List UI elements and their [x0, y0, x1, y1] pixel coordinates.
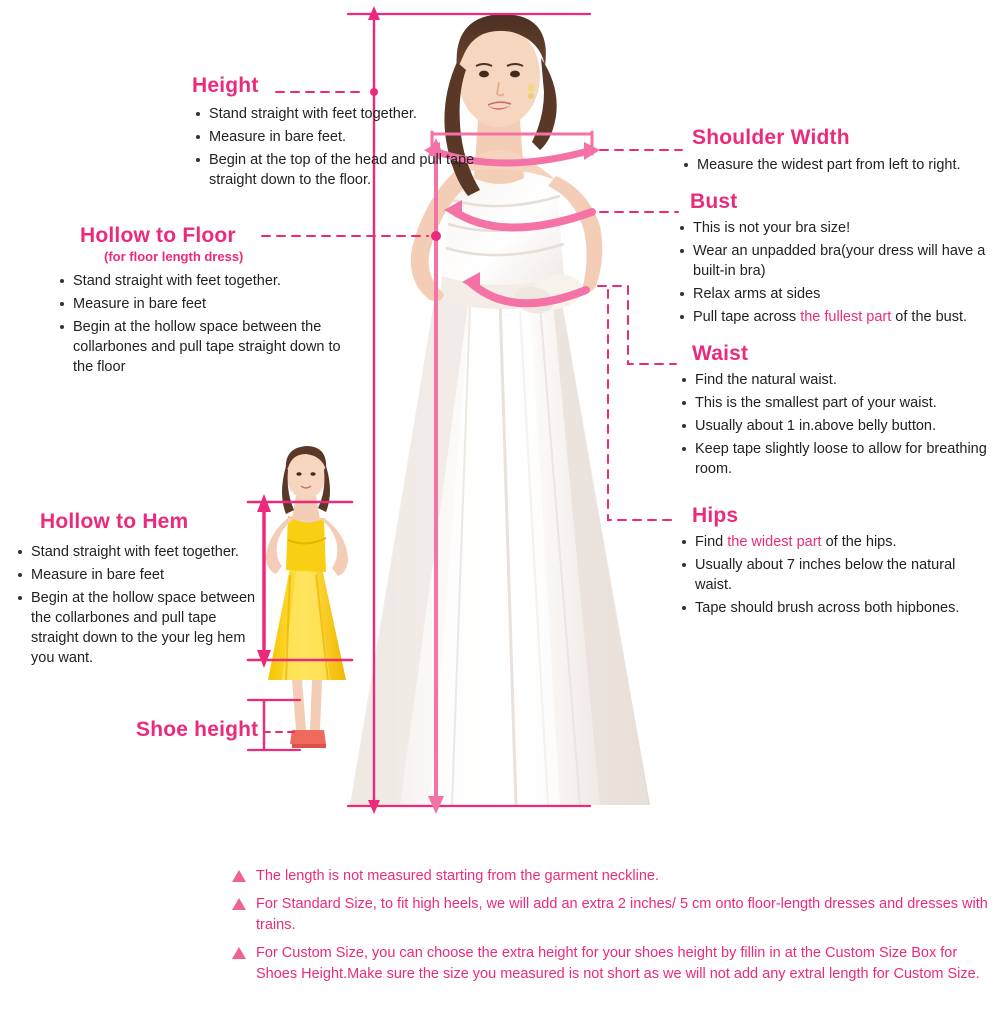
model-short-figure: [266, 446, 348, 748]
note-item: [232, 894, 992, 936]
note-text: The length is not measured starting from the garment neckline.: [256, 868, 659, 884]
list-item: Keep tape slightly loose to allow for breathing room.: [678, 439, 992, 479]
note-item: [232, 866, 992, 887]
section-height-heading: Height: [192, 74, 259, 97]
list-item: Stand straight with feet together.: [14, 542, 264, 562]
section-shoe-height: [136, 718, 258, 742]
section-shoulder-width: [692, 126, 992, 178]
list-item: Begin at the hollow space between the collarbones and pull tape straight down to the floor: [56, 317, 364, 377]
section-hollow-to-floor: [44, 224, 364, 380]
list-item-bust-fullest: Pull tape across the fullest part of the bust.: [676, 307, 996, 327]
section-bust-heading: Bust: [690, 190, 738, 213]
section-waist-list: [678, 370, 992, 479]
section-hips-list: [678, 532, 992, 618]
section-hips: [692, 504, 992, 621]
section-hollow-to-hem-list: [14, 542, 264, 668]
section-hollow-to-floor-list: [44, 271, 364, 377]
section-waist-heading: Waist: [692, 342, 749, 365]
list-item: Find the natural waist.: [678, 370, 992, 390]
emphasis-widest-part: the widest part: [727, 534, 822, 550]
list-item: Measure in bare feet: [56, 294, 364, 314]
list-item: Begin at the top of the head and pull tape straight down to the floor.: [192, 150, 522, 190]
list-item: Usually about 1 in.above belly button.: [678, 416, 992, 436]
list-item-hips-widest: Find the widest part of the hips.: [678, 532, 992, 552]
list-item: Measure the widest part from left to right.: [680, 155, 992, 175]
triangle-bullet-icon: [232, 947, 246, 959]
section-height: [192, 74, 522, 193]
list-item: Measure in bare feet: [14, 565, 264, 585]
list-item: Wear an unpadded bra(your dress will have a built-in bra): [676, 241, 996, 281]
note-item: [232, 943, 992, 985]
list-item: Usually about 7 inches below the natural waist.: [678, 555, 992, 595]
list-item: Stand straight with feet together.: [192, 104, 522, 124]
triangle-bullet-icon: [232, 898, 246, 910]
section-bust-list: [676, 218, 996, 327]
section-height-list: [192, 104, 522, 190]
section-hips-heading: Hips: [692, 504, 739, 527]
note-text: For Standard Size, to fit high heels, we will add an extra 2 inches/ 5 cm onto floor-length dresses and dresses with trains.: [256, 896, 988, 933]
section-waist: [692, 342, 992, 482]
list-item: Measure in bare feet.: [192, 127, 522, 147]
section-shoe-height-heading: Shoe height: [136, 718, 259, 741]
section-hollow-to-hem-heading: Hollow to Hem: [40, 510, 189, 533]
list-item: This is the smallest part of your waist.: [678, 393, 992, 413]
emphasis-fullest-part: the fullest part: [800, 309, 892, 325]
section-hollow-to-floor-subheading: (for floor length dress): [104, 249, 244, 264]
triangle-bullet-icon: [232, 870, 246, 882]
list-item: Tape should brush across both hipbones.: [678, 598, 992, 618]
section-hollow-to-floor-heading: Hollow to Floor: [80, 224, 236, 247]
section-shoulder-width-list: [680, 155, 992, 175]
footer-notes: [232, 866, 992, 992]
section-shoulder-width-heading: Shoulder Width: [692, 126, 850, 149]
list-item: This is not your bra size!: [676, 218, 996, 238]
section-bust: [690, 190, 996, 330]
list-item: Relax arms at sides: [676, 284, 996, 304]
section-hollow-to-hem: [14, 510, 264, 671]
guide-hips: [608, 290, 676, 520]
list-item: Begin at the hollow space between the collarbones and pull tape straight down to the your leg hem you want.: [14, 588, 264, 668]
list-item: Stand straight with feet together.: [56, 271, 364, 291]
note-text: For Custom Size, you can choose the extra height for your shoes height by fillin in at the Custom Size Box for Shoes Height.Make sure the size you measured is not short as we will not add any extral length for Custom Size.: [256, 945, 980, 982]
